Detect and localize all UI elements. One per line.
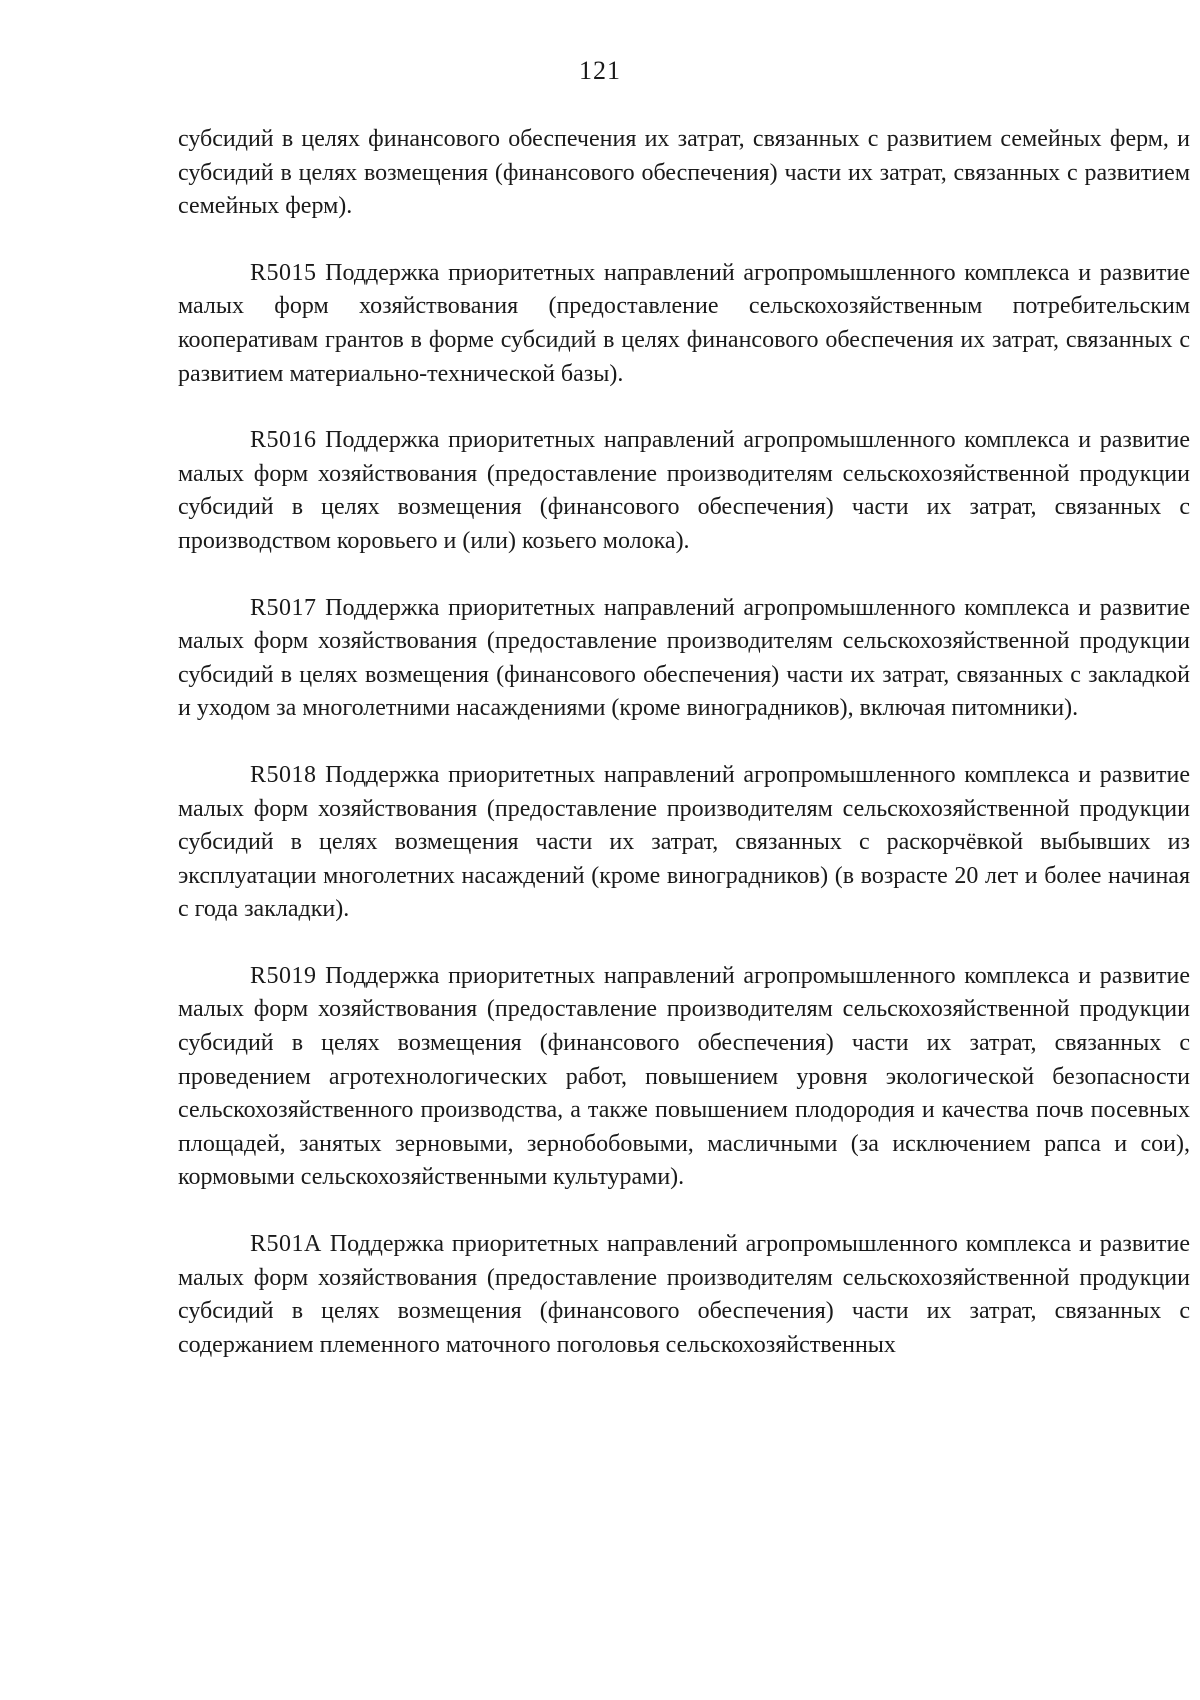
paragraph-r5015 xyxy=(178,257,1190,391)
paragraph-text: Поддержка приоритетных направлений агропромышленного комплекса и развитие малых форм хозяйствования (предоставление производителям сельскохозяйственной продукции субсидий в целях возмещения (финансового обеспечения) части их затрат, связанных с производством коровьего и (или) козьего молока). xyxy=(178,427,1191,554)
paragraph-r5019 xyxy=(178,960,1190,1195)
paragraph-r5017 xyxy=(178,592,1190,726)
budget-code: R5015 xyxy=(250,259,317,286)
budget-code: R5019 xyxy=(250,962,317,989)
budget-code: R5017 xyxy=(250,594,317,621)
paragraph-text: Поддержка приоритетных направлений агропромышленного комплекса и развитие малых форм хозяйствования (предоставление производителям сельскохозяйственной продукции субсидий в целях возмещения (финансового обеспечения) части их затрат, связанных с содержанием племенного маточного поголовья сельскохозяйственных xyxy=(178,1231,1191,1358)
paragraph-r5016 xyxy=(178,424,1190,558)
budget-code: R501A xyxy=(250,1231,322,1258)
document-body xyxy=(178,123,1190,1395)
paragraph-r501a xyxy=(178,1228,1190,1362)
budget-code: R5016 xyxy=(250,427,317,454)
paragraph-continuation xyxy=(178,123,1190,224)
paragraph-text: Поддержка приоритетных направлений агропромышленного комплекса и развитие малых форм хозяйствования (предоставление производителям сельскохозяйственной продукции субсидий в целях возмещения части их затрат, связанных с раскорчёвкой выбывших из эксплуатации многолетних насаждений (кроме виноградников) (в возрасте 20 лет и более начиная с года закладки). xyxy=(178,761,1191,923)
budget-code: R5018 xyxy=(250,761,317,788)
paragraph-text: субсидий в целях финансового обеспечения их затрат, связанных с развитием семейных ферм, и субсидий в целях возмещения (финансового обеспечения) части их затрат, связанных с развитием семейных ферм). xyxy=(178,126,1190,220)
paragraph-text: Поддержка приоритетных направлений агропромышленного комплекса и развитие малых форм хозяйствования (предоставление производителям сельскохозяйственной продукции субсидий в целях возмещения (финансового обеспечения) части их затрат, связанных с проведением агротехнологических работ, повышением уровня экологической безопасности сельскохозяйственного производства, а также повышением плодородия и качества почв посевных площадей, занятых зерновыми, зернобобовыми, масличными (за исключением рапса и сои), кормовыми сельскохозяйственными культурами). xyxy=(178,962,1191,1191)
page-number: 121 xyxy=(579,56,621,85)
paragraph-r5018 xyxy=(178,759,1190,927)
paragraph-text: Поддержка приоритетных направлений агропромышленного комплекса и развитие малых форм хозяйствования (предоставление сельскохозяйственным потребительским кооперативам грантов в форме субсидий в целях финансового обеспечения их затрат, связанных с развитием материально-технической базы). xyxy=(178,259,1191,387)
paragraph-text: Поддержка приоритетных направлений агропромышленного комплекса и развитие малых форм хозяйствования (предоставление производителям сельскохозяйственной продукции субсидий в целях возмещения (финансового обеспечения) части их затрат, связанных с закладкой и уходом за многолетними насаждениями (кроме виноградников), включая питомники). xyxy=(178,594,1191,722)
